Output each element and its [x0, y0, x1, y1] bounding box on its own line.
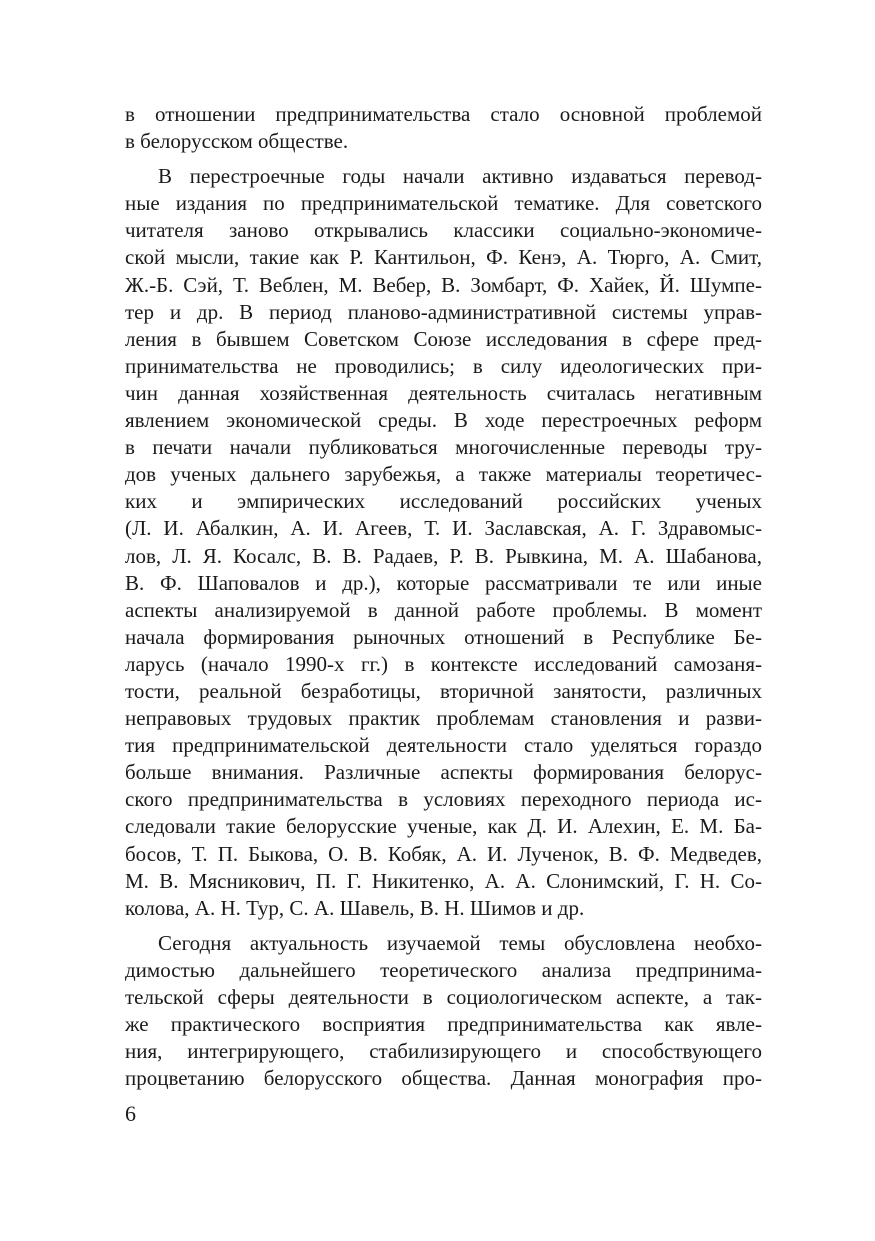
text-line: ния, интегрирующего, стабилизирующего и способствующего	[125, 1039, 762, 1064]
text-line: ского предпринимательства в условиях переходного периода ис-	[125, 787, 762, 812]
text-line: же практического восприятия предпринимательства как явле-	[125, 1012, 762, 1037]
paragraph	[125, 163, 762, 922]
text-line: процветанию белорусского общества. Данная монография про-	[125, 1066, 762, 1091]
text-line: (Л. И. Абалкин, А. И. Агеев, Т. И. Заславская, А. Г. Здравомыс-	[125, 516, 762, 541]
text-line: в печати начали публиковаться многочисленные переводы тру-	[125, 435, 762, 460]
text-line: лов, Л. Я. Косалс, В. В. Радаев, Р. В. Рывкина, М. А. Шабанова,	[125, 543, 762, 568]
text-line: Сегодня актуальность изучаемой темы обусловлена необхо-	[158, 930, 762, 955]
text-line: тер и др. В период планово-административной системы управ-	[125, 299, 762, 324]
text-line: в отношении предпринимательства стало основной проблемой	[125, 102, 762, 126]
text-line: дов ученых дальнего зарубежья, а также материалы теоретичес-	[125, 462, 762, 487]
text-line: ные издания по предпринимательской тематике. Для советского	[125, 191, 762, 216]
text-line: чин данная хозяйственная деятельность считалась негативным	[125, 380, 762, 405]
text-line: следовали такие белорусские ученые, как Д. И. Алехин, Е. М. Ба-	[125, 814, 762, 839]
text-line: Ж.-Б. Сэй, Т. Веблен, М. Вебер, В. Зомбарт, Ф. Хайек, Й. Шумпе-	[125, 272, 762, 297]
text-line: ларусь (начало 1990-х гг.) в контексте исследований самозаня-	[125, 651, 762, 676]
text-line: димостью дальнейшего теоретического анализа предпринима-	[125, 957, 762, 982]
text-line: В. Ф. Шаповалов и др.), которые рассматривали те или иные	[125, 570, 762, 595]
paragraph	[125, 930, 762, 1093]
text-line: тия предпринимательской деятельности стало уделяться гораздо	[125, 733, 762, 758]
page-number: 6	[125, 1101, 136, 1126]
paragraph-gap	[125, 922, 762, 930]
text-line: М. В. Мясникович, П. Г. Никитенко, А. А. Слонимский, Г. Н. Со-	[125, 868, 762, 893]
text-line: аспекты анализируемой в данной работе проблемы. В момент	[125, 597, 762, 622]
text-line: принимательства не проводились; в силу идеологических при-	[125, 353, 762, 378]
text-line: ления в бывшем Советском Союзе исследования в сфере пред-	[125, 326, 762, 351]
paragraph-gap	[125, 155, 762, 163]
text-line: тельской сферы деятельности в социологическом аспекте, а так-	[125, 985, 762, 1009]
text-line: больше внимания. Различные аспекты формирования белорус-	[125, 760, 762, 785]
text-line: ской мысли, такие как Р. Кантильон, Ф. Кенэ, А. Тюрго, А. Смит,	[125, 245, 762, 270]
text-line: явлением экономической среды. В ходе перестроечных реформ	[125, 408, 762, 433]
body-text	[125, 101, 762, 1092]
text-line: в белорусском обществе.	[125, 129, 349, 154]
text-line: начала формирования рыночных отношений в Республике Бе-	[125, 624, 762, 649]
text-line: ких и эмпирических исследований российских ученых	[125, 489, 762, 514]
text-line: В перестроечные годы начали активно издаваться перевод-	[158, 164, 762, 189]
text-line: читателя заново открывались классики социально-экономиче-	[125, 218, 762, 243]
text-line: тости, реальной безработицы, вторичной занятости, различных	[125, 678, 762, 703]
text-line: босов, Т. П. Быкова, О. В. Кобяк, А. И. Лученок, В. Ф. Медведев,	[125, 841, 762, 866]
text-line: неправовых трудовых практик проблемам становления и разви-	[125, 706, 762, 731]
text-line: колова, А. Н. Тур, С. А. Шавель, В. Н. Шимов и др.	[125, 895, 585, 920]
paragraph	[125, 101, 762, 155]
